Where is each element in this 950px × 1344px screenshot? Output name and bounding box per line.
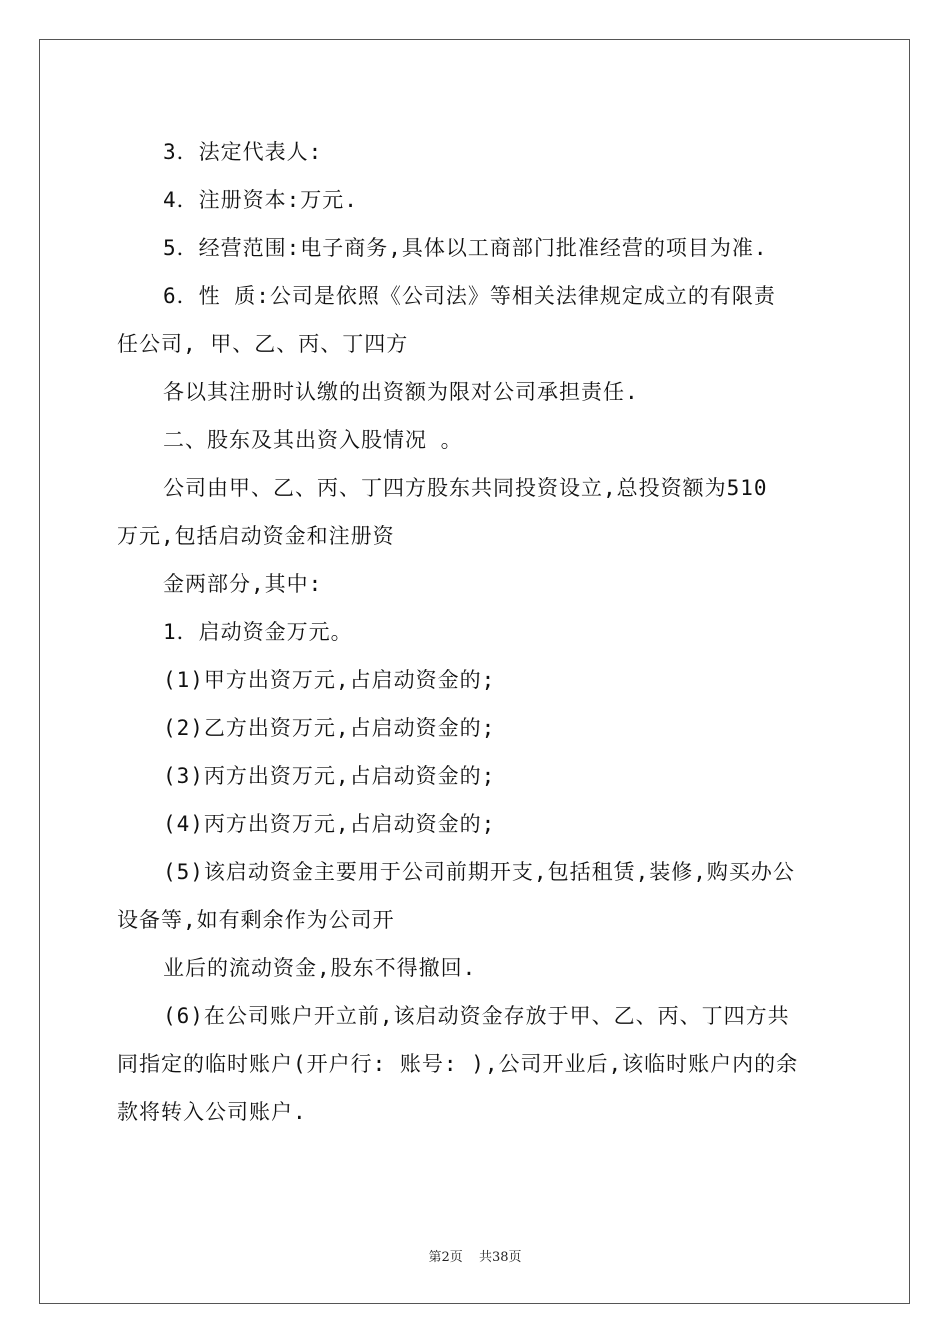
paragraph-line: (6)在公司账户开立前,该启动资金存放于甲、乙、丙、丁四方共 xyxy=(163,1004,790,1028)
paragraph-line: 设备等,如有剩余作为公司开 xyxy=(117,908,395,932)
paragraph-line: 万元,包括启动资金和注册资 xyxy=(117,524,395,548)
paragraph-line: 任公司, 甲、乙、丙、丁四方 xyxy=(117,332,409,356)
paragraph-line: 公司由甲、乙、丙、丁四方股东共同投资设立,总投资额为510 xyxy=(163,476,768,500)
page-number: 第2页 xyxy=(428,1250,463,1265)
paragraph-line: 6．性 质:公司是依照《公司法》等相关法律规定成立的有限责 xyxy=(163,284,776,308)
paragraph-line: (3)丙方出资万元,占启动资金的; xyxy=(163,764,496,788)
paragraph-line: (4)丙方出资万元,占启动资金的; xyxy=(163,812,496,836)
paragraph-line: 款将转入公司账户. xyxy=(117,1100,307,1124)
page-footer xyxy=(0,1246,950,1265)
paragraph-line: 二、股东及其出资入股情况 。 xyxy=(163,428,463,452)
paragraph-line: (5)该启动资金主要用于公司前期开支,包括租赁,装修,购买办公 xyxy=(163,860,795,884)
paragraph-line: 各以其注册时认缴的出资额为限对公司承担责任. xyxy=(163,380,639,404)
paragraph-line: 4．注册资本:万元. xyxy=(163,188,358,212)
document-body xyxy=(117,128,837,1136)
paragraph-line: 同指定的临时账户(开户行: 账号: ),公司开业后,该临时账户内的余 xyxy=(117,1052,799,1076)
paragraph-line: 3．法定代表人: xyxy=(163,140,323,164)
paragraph-line: 业后的流动资金,股东不得撤回. xyxy=(163,956,477,980)
paragraph-line: 金两部分,其中: xyxy=(163,572,323,596)
paragraph-line: (1)甲方出资万元,占启动资金的; xyxy=(163,668,496,692)
page-total: 共38页 xyxy=(478,1250,522,1265)
paragraph-line: (2)乙方出资万元,占启动资金的; xyxy=(163,716,496,740)
paragraph-line: 1．启动资金万元。 xyxy=(163,620,353,644)
paragraph-line: 5．经营范围:电子商务,具体以工商部门批准经营的项目为准. xyxy=(163,236,768,260)
